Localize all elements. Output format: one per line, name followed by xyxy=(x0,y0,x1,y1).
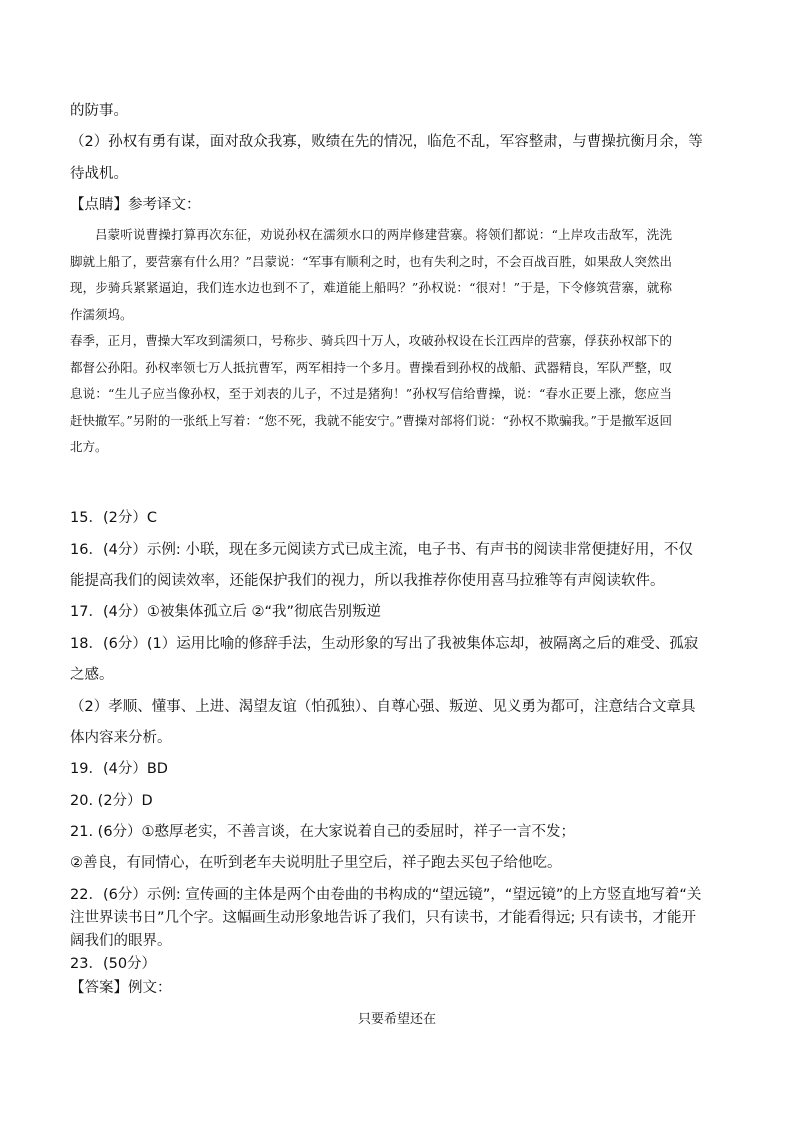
line-prev-answer-end: 的防事。 xyxy=(70,103,128,119)
answer-23: 23．(50分） xyxy=(70,956,157,972)
answer-19: 19．(4分）BD xyxy=(70,761,168,777)
answer-15: 15．(2分）C xyxy=(70,510,157,526)
answer-22-line-2: 注世界读书日”几个字。这幅画生动形象地告诉了我们，只有读书，才能看得远; 只有读书，才能开 xyxy=(70,910,697,926)
translation-block xyxy=(70,222,672,461)
answer-18-line-3: （2）孝顺、懂事、上进、渴望友谊（怕孤独）、自尊心强、叛逆、见义勇为都可，注意结合文章具 xyxy=(70,699,696,715)
answer-17: 17．(4分）①被集体孤立后 ②“我”彻底告别叛逆 xyxy=(70,604,381,620)
answer-18-line-2: 之感。 xyxy=(70,667,114,683)
line-answer-2-cont: 待战机。 xyxy=(70,166,128,182)
translation-paragraph-1: 吕蒙听说曹操打算再次东征，劝说孙权在濡须水口的两岸修建营寨。将领们都说：“上岸攻击敌军，洗洗脚就上船了，要营寨有什么用？”吕蒙说：“军事有顺利之时，也有失利之时，不会百战百胜，如果敌人突然出现，步骑兵紧紧逼迫，我们连水边也到不了，难道能上船吗？”孙权说：“很对！”于是，下令修筑营寨，就称作濡须坞。 xyxy=(70,227,672,322)
answer-22-line-1: 22．(6分）示例: 宣传画的主体是两个由卷曲的书构成的“望远镜”，“望远镜”的上方竖直地写着“关 xyxy=(70,887,702,903)
answer-16-line-1: 16．(4分）示例: 小联，现在多元阅读方式已成主流，电子书、有声书的阅读非常便捷好用，不仅 xyxy=(70,542,693,558)
answer-18-line-4: 体内容来分析。 xyxy=(70,730,172,746)
answer-18-line-1: 18．(6分）(1）运用比喻的修辞手法，生动形象的写出了我被集体忘却，被隔离之后的难受、孤寂 xyxy=(70,636,699,652)
essay-title: 只要希望还在 xyxy=(357,1012,436,1027)
line-answer-2: （2）孙权有勇有谋，面对敌众我寡，败绩在先的情况，临危不乱，军容整肃，与曹操抗衡月余，等 xyxy=(70,134,703,150)
line-dianjing-label: 【点睛】参考译文： xyxy=(70,197,201,213)
answer-21-line-2: ②善良，有同情心，在听到老车夫说明肚子里空后，祥子跑去买包子给他吃。 xyxy=(70,855,562,871)
answer-20: 20. (2分）D xyxy=(70,793,153,809)
answer-16-line-2: 能提高我们的阅读效率，还能保护我们的视力，所以我推荐你使用喜马拉雅等有声阅读软件。 xyxy=(70,573,665,589)
answer-22-line-3: 阔我们的眼界。 xyxy=(70,933,172,949)
answer-23-label: 【答案】例文： xyxy=(70,980,172,996)
translation-paragraph-2: 春季，正月，曹操大军攻到濡须口，号称步、骑兵四十万人，攻破孙权设在长江西岸的营寨，俘获孙权部下的都督公孙阳。孙权率领七万人抵抗曹军，两军相持一个多月。曹操看到孙权的战船、武器精良，军队严整，叹息说：“生儿子应当像孙权，至于刘表的儿子，不过是猪狗！”孙权写信给曹操，说：“春水正要上涨，您应当赶快撤军。”另附的一张纸上写着：“您不死，我就不能安宁。”曹操对部将们说：“孙权不欺骗我。”于是撤军返回北方。 xyxy=(70,333,672,454)
answer-21-line-1: 21. (6分）①憨厚老实，不善言谈，在大家说着自己的委屈时，祥子一言不发； xyxy=(70,824,576,840)
